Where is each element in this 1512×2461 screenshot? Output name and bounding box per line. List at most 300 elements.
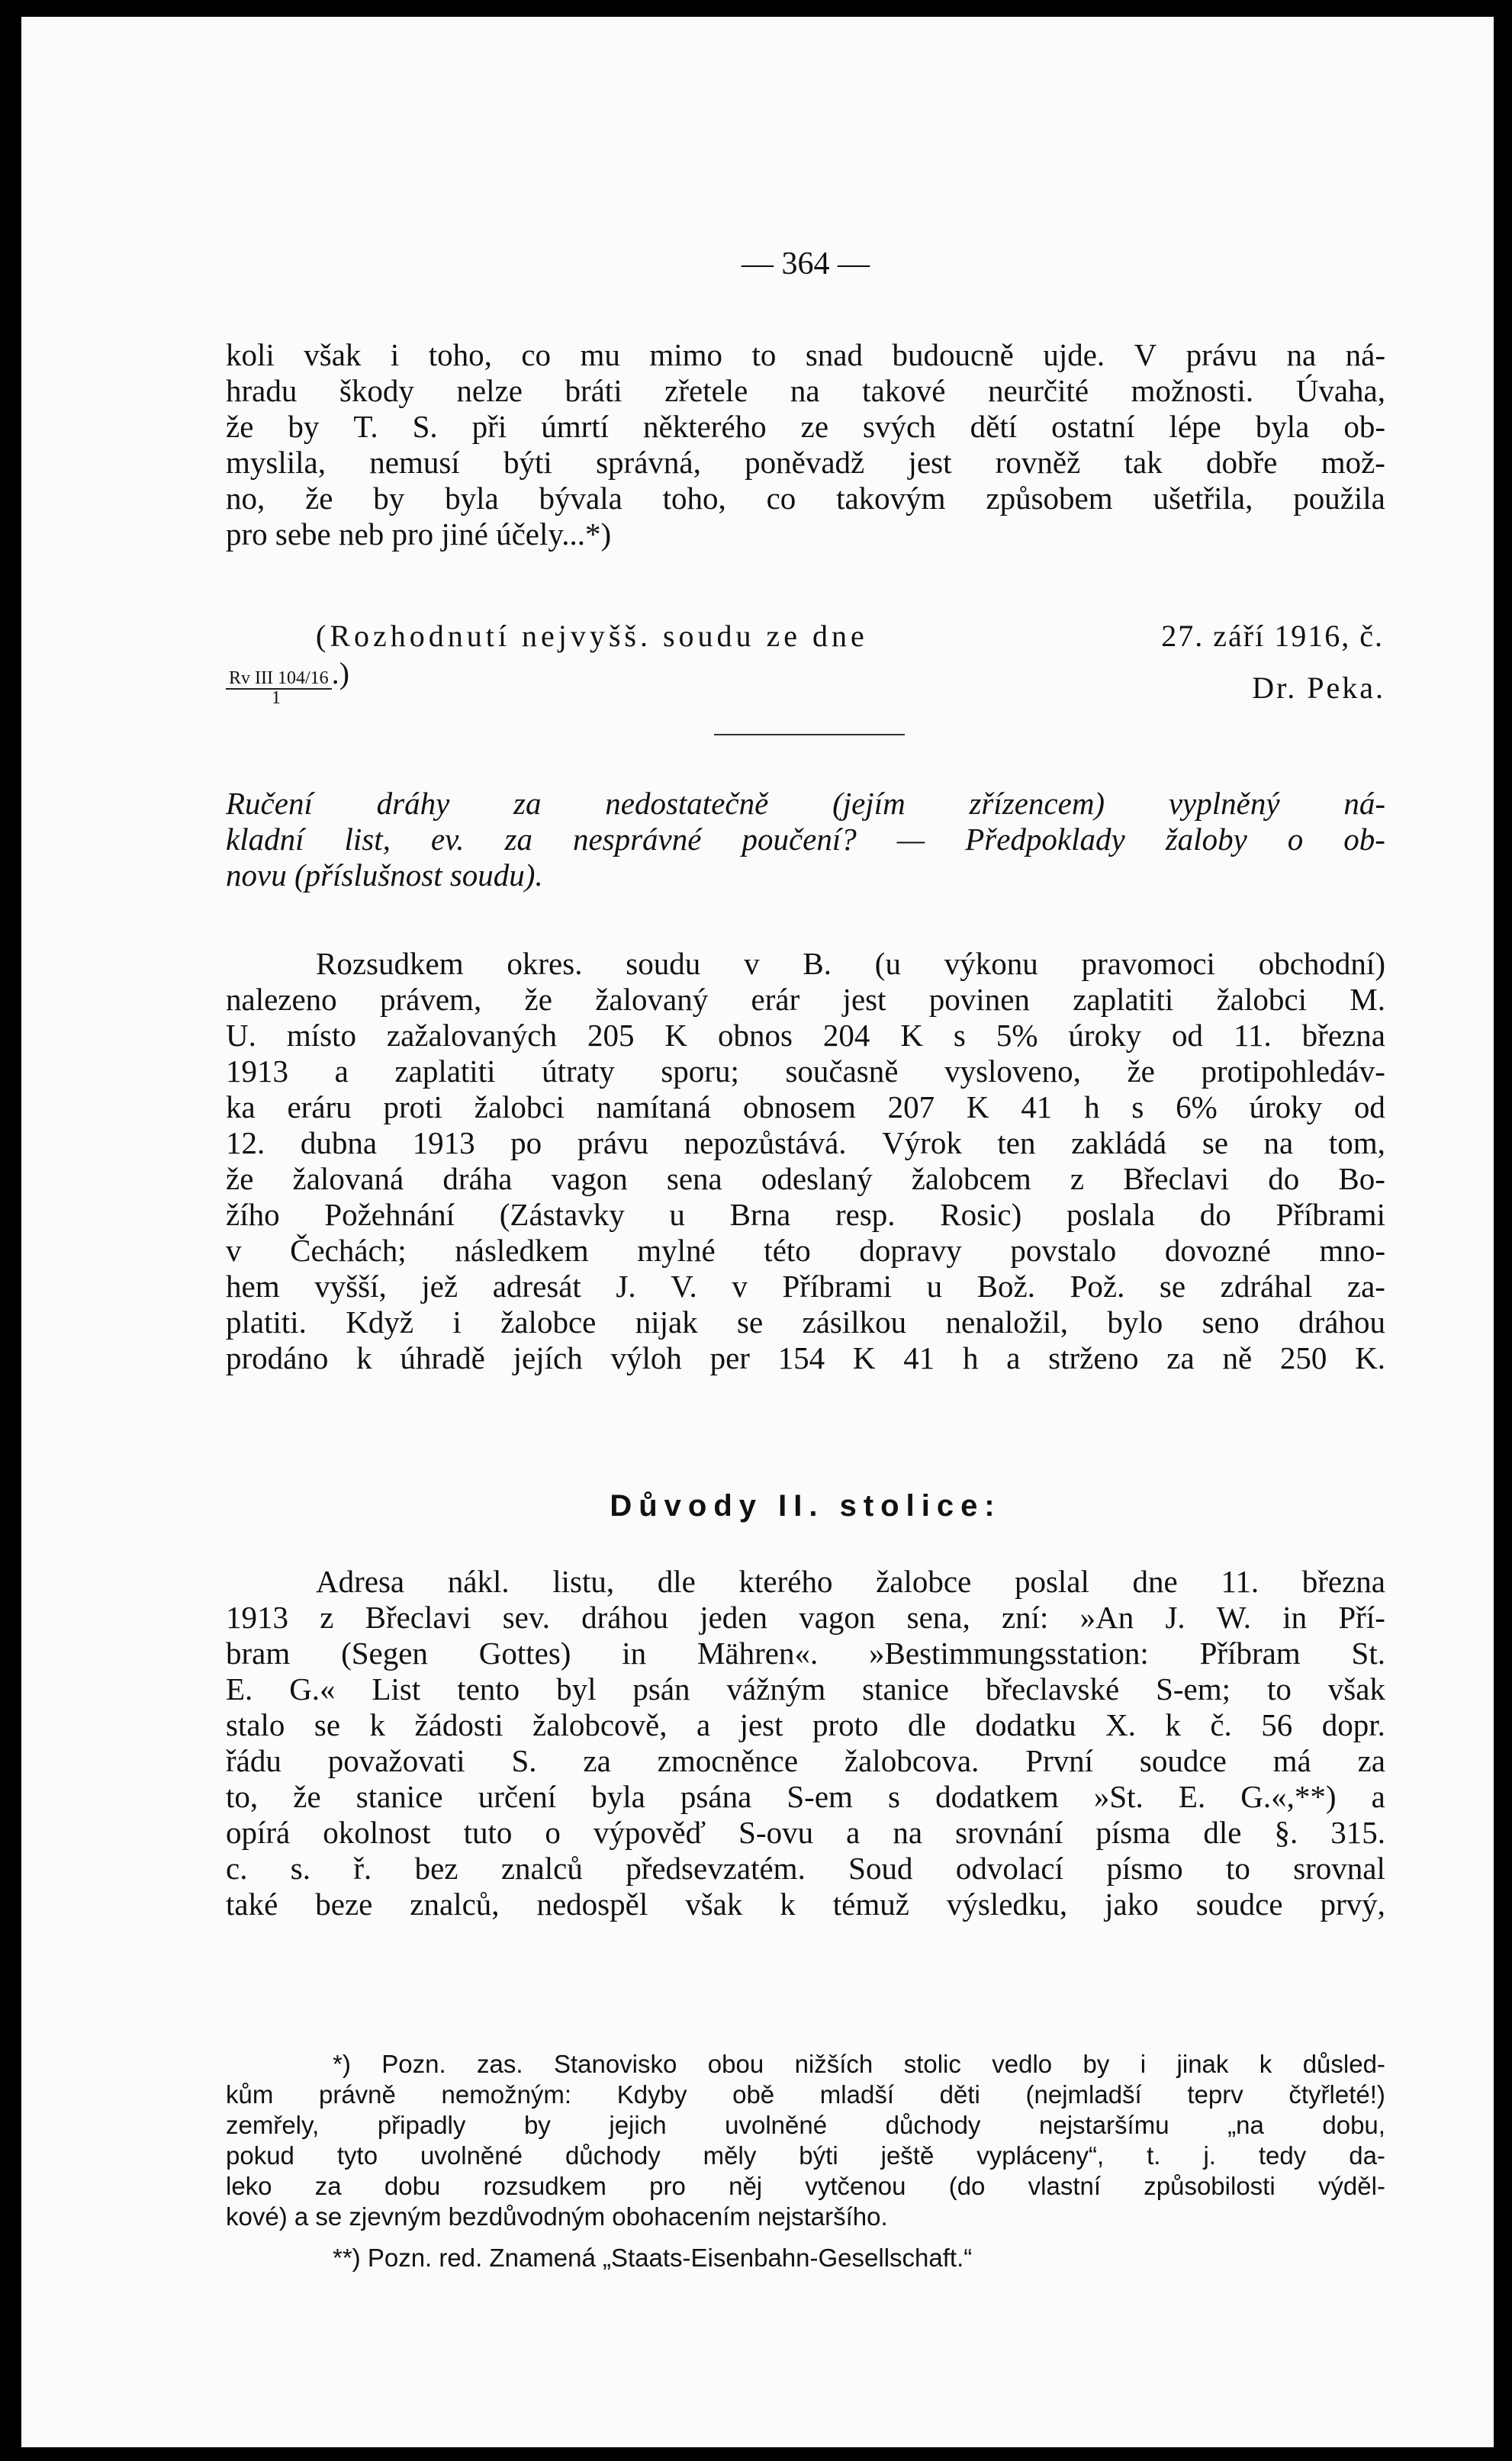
word: da- <box>1349 2141 1385 2170</box>
word: dle <box>1203 1815 1242 1850</box>
word: nedospěl <box>536 1887 648 1922</box>
word: nesprávné <box>572 822 702 857</box>
word: bráti <box>565 373 622 408</box>
word: sena <box>666 1161 722 1196</box>
word: W. <box>1216 1600 1252 1635</box>
word: proto <box>812 1707 879 1742</box>
word: zdráhal <box>1220 1269 1313 1304</box>
word: nelze <box>456 373 523 408</box>
word: by <box>373 481 405 516</box>
word: úhradě <box>400 1340 485 1375</box>
word: u <box>669 1197 685 1232</box>
word: vypláceny“, <box>976 2141 1105 2170</box>
word: nepozůstává. <box>684 1125 847 1160</box>
word: 205 <box>587 1018 635 1053</box>
word: vysloveno, <box>944 1054 1081 1089</box>
word: ná- <box>1345 337 1385 372</box>
word: k <box>356 1340 372 1375</box>
word: ušetřila, <box>1153 481 1253 516</box>
word: možnosti. <box>1131 373 1254 408</box>
word: povstalo <box>1010 1233 1117 1268</box>
word: 250 <box>1279 1340 1327 1375</box>
document-page <box>21 17 1494 2447</box>
word: úroky <box>1249 1089 1323 1124</box>
word: Soud <box>848 1851 913 1886</box>
word: in <box>622 1636 647 1671</box>
word: 5% <box>996 1018 1038 1053</box>
word: právně <box>318 2080 396 2109</box>
word: úmrtí <box>541 409 610 444</box>
word: »St. <box>1093 1779 1144 1814</box>
word: Břeclavi <box>365 1600 471 1635</box>
title-line <box>226 822 1385 857</box>
word: výloh <box>610 1340 682 1375</box>
word: to <box>751 337 777 372</box>
word: srovnal <box>1293 1851 1385 1886</box>
word: že <box>1127 1054 1155 1089</box>
word: ze <box>800 409 829 444</box>
word: tak <box>1124 445 1163 480</box>
word: útraty <box>542 1054 615 1089</box>
word: Pozn. <box>381 2050 446 2078</box>
word: žalobce <box>500 1304 597 1340</box>
word: myslila, <box>226 445 326 480</box>
word: připadly <box>377 2111 466 2139</box>
word: listu, <box>552 1564 615 1599</box>
word: by <box>523 2111 551 2139</box>
word: že <box>226 1161 254 1196</box>
author-signature: Dr. Peka. <box>1252 671 1385 705</box>
word: děti <box>939 2080 980 2109</box>
section-divider <box>714 734 905 735</box>
word: co <box>521 337 552 372</box>
word: S-em; <box>1156 1671 1231 1707</box>
word: St. <box>1351 1636 1385 1671</box>
word: (Segen <box>341 1636 428 1671</box>
word: povinen <box>928 982 1030 1017</box>
word: takovým <box>836 481 946 516</box>
word: list, <box>344 822 391 857</box>
word: stalo <box>226 1707 285 1742</box>
word: dubna <box>300 1125 378 1160</box>
word: takové <box>862 373 946 408</box>
word: mož- <box>1321 445 1385 480</box>
word: dobu, <box>1322 2111 1385 2139</box>
word: lépe <box>1169 409 1221 444</box>
word: zakládá <box>1071 1125 1167 1160</box>
case-number-denominator: 1 <box>272 688 281 708</box>
word: že <box>293 1779 321 1814</box>
word: ka <box>226 1089 256 1124</box>
word: stolic <box>903 2050 961 2078</box>
word: 204 <box>822 1018 870 1053</box>
word: bývala <box>539 481 622 516</box>
text-line <box>226 1018 1385 1054</box>
word: Bo- <box>1338 1161 1385 1196</box>
word: se <box>1159 1269 1186 1304</box>
text-line <box>226 1564 1385 1600</box>
word: soudce <box>1139 1743 1227 1778</box>
word: března <box>1301 1564 1385 1599</box>
word: tom, <box>1328 1125 1385 1160</box>
word: tento <box>457 1671 520 1707</box>
word: 41 <box>1021 1089 1053 1124</box>
word: má <box>1272 1743 1311 1778</box>
text-line <box>226 337 1385 373</box>
word: dle <box>657 1564 696 1599</box>
section-heading: Důvody II. stolice: <box>610 1489 1002 1523</box>
word: žalobce <box>876 1564 972 1599</box>
word: u <box>926 1269 943 1304</box>
word: dráhou <box>581 1600 669 1635</box>
word: Požehnání <box>324 1197 455 1232</box>
word: měly <box>703 2141 757 2170</box>
word: (Zástavky <box>499 1197 625 1232</box>
word: této <box>764 1233 811 1268</box>
paragraph-judgment <box>226 946 1385 1376</box>
word: X. <box>1105 1707 1136 1742</box>
text-line <box>226 982 1385 1018</box>
footnote-line <box>226 2080 1385 2110</box>
word: no, <box>226 481 265 516</box>
word: okres. <box>507 946 583 981</box>
word: ujde. <box>1043 337 1105 372</box>
word: Bož. <box>976 1269 1035 1304</box>
word: Ručení <box>226 786 313 821</box>
word: byla <box>1255 409 1310 444</box>
footnote-line <box>226 2110 1385 2141</box>
word: obou <box>707 2050 764 2078</box>
word: a <box>846 1815 861 1850</box>
case-number: Rv III 104/16 <box>226 668 332 690</box>
word: Gottes) <box>478 1636 571 1671</box>
word: (do <box>948 2172 986 2200</box>
word: in <box>1282 1600 1308 1635</box>
text-line <box>226 1233 1385 1269</box>
word: o <box>1287 822 1304 857</box>
word: předsevzatém. <box>626 1851 806 1886</box>
word: h <box>1084 1089 1100 1124</box>
word: nižších <box>794 2050 873 2078</box>
word: obnosem <box>742 1089 856 1124</box>
text-line <box>226 1340 1385 1376</box>
word: zřetele <box>664 373 748 408</box>
word: E. <box>1178 1779 1206 1814</box>
word: na <box>893 1815 923 1850</box>
word: List <box>372 1671 421 1707</box>
word: nijak <box>635 1304 698 1340</box>
word: dle <box>907 1707 947 1742</box>
word: rovněž <box>995 445 1081 480</box>
word: rozsudkem <box>483 2172 606 2200</box>
word: *) <box>333 2050 351 2078</box>
paragraph-reasons <box>226 1564 1385 1922</box>
word: písma <box>1095 1815 1171 1850</box>
text-line <box>226 1161 1385 1197</box>
word: Příbrami <box>782 1269 892 1304</box>
word: se <box>737 1304 764 1340</box>
word: dráha <box>442 1161 513 1196</box>
word: po <box>510 1125 542 1160</box>
word: stanice <box>862 1671 949 1707</box>
word: na <box>1263 1125 1294 1160</box>
word: Brna <box>729 1197 791 1232</box>
word: teprv <box>1187 2080 1243 2109</box>
word: jež <box>421 1269 458 1304</box>
word: vlastní <box>1028 2172 1102 2200</box>
word: dětí <box>970 409 1018 444</box>
word: »An <box>1079 1600 1134 1635</box>
word: důchody <box>885 2111 981 2139</box>
citation-close: .) <box>331 656 349 690</box>
word: ob- <box>1343 409 1385 444</box>
text-line <box>226 1054 1385 1089</box>
word: žalobcova. <box>844 1743 980 1778</box>
word: právu <box>1185 337 1258 372</box>
word: současně <box>785 1054 899 1089</box>
word: okolnost <box>323 1815 431 1850</box>
word: 1913 <box>226 1600 288 1635</box>
word: a <box>1006 1340 1021 1375</box>
word: odvolací <box>955 1851 1064 1886</box>
word: resp. <box>835 1197 896 1232</box>
word: 12. <box>226 1125 265 1160</box>
word: S. <box>412 409 438 444</box>
word: adresát <box>492 1269 581 1304</box>
word: dodatkem <box>935 1779 1059 1814</box>
paragraph-continued <box>226 337 1385 552</box>
word: o <box>545 1815 561 1850</box>
word: stanice <box>355 1779 443 1814</box>
word: poslala <box>1066 1197 1156 1232</box>
title-line <box>226 786 1385 822</box>
word: Stanovisko <box>553 2050 677 2078</box>
word: dobře <box>1206 445 1278 480</box>
word: do <box>1268 1161 1300 1196</box>
word: s <box>888 1779 900 1814</box>
word: S-em <box>787 1779 853 1814</box>
word: Pož. <box>1070 1269 1125 1304</box>
word: J. <box>616 1269 636 1304</box>
word: něj <box>729 2172 763 2200</box>
word: úroky <box>1068 1018 1142 1053</box>
word: opírá <box>226 1815 291 1850</box>
word: od <box>1172 1018 1204 1053</box>
word: 1913 <box>226 1054 288 1089</box>
word: žalobcem <box>911 1161 1031 1196</box>
word: Když <box>346 1304 414 1340</box>
word: žalovaná <box>292 1161 404 1196</box>
text-line <box>226 373 1385 409</box>
word: jest <box>842 982 886 1017</box>
word: Příbram <box>1199 1636 1301 1671</box>
word: výkonu <box>944 946 1038 981</box>
word: však <box>304 337 362 372</box>
word: nejstaršímu <box>1038 2111 1169 2139</box>
word: nemožným: <box>441 2080 572 2109</box>
word: U. <box>226 1018 256 1053</box>
word: 56 <box>1261 1707 1293 1742</box>
text-line <box>226 1851 1385 1887</box>
word: k <box>780 1887 796 1922</box>
word: Předpoklady <box>965 822 1125 857</box>
word: za <box>1166 1340 1195 1375</box>
word: toho, <box>662 481 726 516</box>
text-line <box>226 1743 1385 1779</box>
word: to <box>1225 1851 1250 1886</box>
word: k <box>1259 2050 1272 2078</box>
word: j. <box>1203 2141 1216 2170</box>
word: by <box>1083 2050 1110 2078</box>
word: v <box>732 1269 748 1304</box>
case-title <box>226 786 1385 893</box>
citation-text: (Rozhodnutí nejvyšš. soudu ze dne <box>316 619 868 653</box>
word: čtyřleté!) <box>1288 2080 1385 2109</box>
word: B. <box>803 946 832 981</box>
word: S-ovu <box>738 1815 814 1850</box>
word: dobu <box>384 2172 441 2200</box>
word: výděl- <box>1317 2172 1385 2200</box>
word: mladší <box>819 2080 894 2109</box>
word: Čechách; <box>290 1233 407 1268</box>
word: k <box>369 1707 385 1742</box>
word: co <box>766 481 796 516</box>
word: per <box>709 1340 750 1375</box>
word: ob- <box>1343 822 1385 857</box>
word: tuto <box>463 1815 513 1850</box>
word: c. <box>226 1851 248 1886</box>
word: poněvadž <box>745 445 865 480</box>
word: nákl. <box>447 1564 510 1599</box>
word: uvolněné <box>420 2141 523 2170</box>
word: svých <box>863 409 936 444</box>
word: za <box>583 1743 611 1778</box>
word: písmo <box>1106 1851 1183 1886</box>
word: dodatku <box>975 1707 1076 1742</box>
word: výpověď <box>593 1815 706 1850</box>
word: 11. <box>1233 1018 1272 1053</box>
word: Mähren«. <box>696 1636 819 1671</box>
word: obchodní) <box>1258 946 1385 981</box>
word: pokud <box>226 2141 294 2170</box>
word: K <box>852 1340 876 1375</box>
word: tedy <box>1258 2141 1307 2170</box>
word: k <box>1165 1707 1181 1742</box>
word: (u <box>874 946 901 981</box>
word: s. <box>290 1851 311 1886</box>
footnote-line <box>226 2049 1385 2080</box>
word: Adresa <box>316 1564 405 1599</box>
word: protipohledáv- <box>1201 1054 1385 1089</box>
word: t. <box>1147 2141 1161 2170</box>
word: ostatní <box>1051 409 1135 444</box>
word: psána <box>680 1779 752 1814</box>
word: také <box>226 1887 278 1922</box>
word: by <box>288 409 320 444</box>
word: leko <box>226 2172 272 2200</box>
word: prodáno <box>226 1340 329 1375</box>
word: Rosic) <box>940 1197 1022 1232</box>
word: namítaná <box>596 1089 712 1124</box>
word: 41 <box>903 1340 935 1375</box>
word: způsobem <box>986 481 1113 516</box>
word: nedostatečně <box>605 786 769 821</box>
word: vážným <box>726 1671 826 1707</box>
word: Rozsudkem <box>316 946 464 981</box>
word: koli <box>226 337 275 372</box>
footnote-line: kové) a se zjevným bezdůvodným obohacením nejstaršího. <box>226 2202 888 2231</box>
text-line <box>226 1707 1385 1743</box>
text-line <box>226 946 1385 982</box>
word: za- <box>1346 1269 1385 1304</box>
word: Pří- <box>1338 1600 1385 1635</box>
word: vedlo <box>992 2050 1053 2078</box>
word: zmocněnce <box>657 1743 799 1778</box>
word: některého <box>643 409 767 444</box>
word: č. <box>1210 1707 1232 1742</box>
footnote-2 <box>226 2243 1385 2273</box>
text-line <box>226 1636 1385 1671</box>
word: dopr. <box>1321 1707 1385 1742</box>
word: že <box>226 409 254 444</box>
word: snad <box>805 337 863 372</box>
word: z <box>320 1600 334 1635</box>
word: pravomoci <box>1081 946 1215 981</box>
word: žalobcově, <box>532 1707 668 1742</box>
word: že <box>305 481 333 516</box>
word: sporu; <box>661 1054 739 1089</box>
word: T. <box>353 409 378 444</box>
word: hem <box>226 1269 280 1304</box>
word: žalobci <box>474 1089 565 1124</box>
word: Příbrami <box>1276 1197 1385 1232</box>
word: důsled- <box>1302 2050 1385 2078</box>
text-line <box>226 1671 1385 1707</box>
word: hradu <box>226 373 298 408</box>
word: znalců, <box>410 1887 500 1922</box>
word: žalovaný <box>595 982 709 1017</box>
footnote-line <box>226 2171 1385 2202</box>
word: zní: <box>1001 1600 1049 1635</box>
word: soudce <box>1195 1887 1283 1922</box>
word: ještě <box>880 2141 935 2170</box>
word: se <box>314 1707 341 1742</box>
word: zaplatiti <box>394 1054 496 1089</box>
word: býti <box>799 2141 838 2170</box>
text-line <box>226 409 1385 445</box>
word: obě <box>732 2080 775 2109</box>
word: března <box>1301 1018 1385 1053</box>
word: že <box>524 982 552 1017</box>
word: K <box>664 1018 687 1053</box>
word: jinak <box>1176 2050 1229 2078</box>
word: způsobilosti <box>1144 2172 1276 2200</box>
word: vyšší, <box>314 1269 387 1304</box>
word: jejích <box>513 1340 583 1375</box>
word: nemusí <box>369 445 460 480</box>
word: srovnání <box>955 1815 1063 1850</box>
word: jest <box>739 1707 783 1742</box>
footnote-line: **) Pozn. red. Znamená „Staats-Eisenbahn-Gesellschaft.“ <box>333 2244 973 2272</box>
word: na <box>790 373 820 408</box>
word: zažalovaných <box>386 1018 557 1053</box>
word: v <box>226 1233 242 1268</box>
word: 207 <box>887 1089 935 1124</box>
word: »Bestimmungsstation: <box>869 1636 1149 1671</box>
word: 154 <box>777 1340 825 1375</box>
word: strženo <box>1048 1340 1139 1375</box>
word: bylo <box>1107 1304 1163 1340</box>
